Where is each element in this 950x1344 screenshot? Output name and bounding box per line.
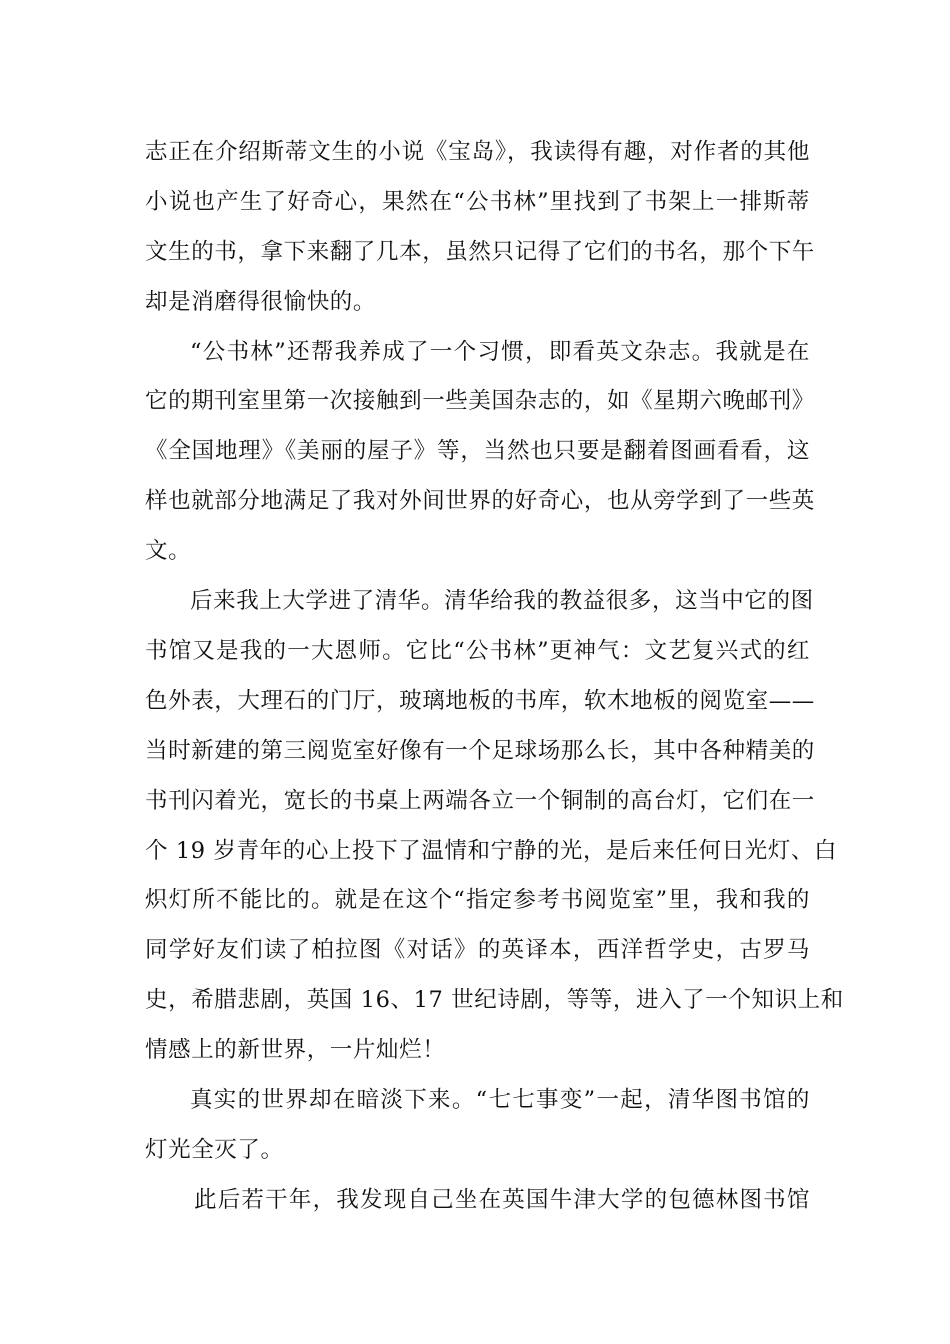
text-line: 史，希腊悲剧，英国 16、17 世纪诗剧，等等，进入了一个知识上和 bbox=[145, 987, 844, 1013]
paragraph-first-line: “公书林”还帮我养成了一个习惯，即看英文杂志。我就是在 bbox=[190, 339, 810, 365]
text-line: 个 19 岁青年的心上投下了温情和宁静的光，是后来任何日光灯、白 bbox=[145, 838, 838, 864]
text-line: 文生的书，拿下来翻了几本，虽然只记得了它们的书名，那个下午 bbox=[145, 239, 815, 265]
text-line: 它的期刊室里第一次接触到一些美国杂志的，如《星期六晚邮刊》 bbox=[145, 388, 815, 414]
text-line: 志正在介绍斯蒂文生的小说《宝岛》，我读得有趣，对作者的其他 bbox=[145, 139, 810, 165]
text-line: 书馆又是我的一大恩师。它比“公书林”更神气：文艺复兴式的红 bbox=[145, 638, 810, 664]
text-line: 灯光全灭了。 bbox=[145, 1137, 284, 1163]
text-line: 色外表，大理石的门厅，玻璃地板的书库，软木地板的阅览室—— bbox=[145, 688, 815, 714]
text-line: 同学好友们读了柏拉图《对话》的英译本，西洋哲学史，古罗马 bbox=[145, 937, 810, 963]
text-line: 却是消磨得很愉快的。 bbox=[145, 289, 377, 315]
text-line: 书刊闪着光，宽长的书桌上两端各立一个铜制的高台灯，它们在一 bbox=[145, 788, 815, 814]
paragraph-first-line: 真实的世界却在暗淡下来。“七七事变”一起，清华图书馆的 bbox=[190, 1087, 810, 1113]
text-line: 《全国地理》《美丽的屋子》等，当然也只要是翻着图画看看，这 bbox=[145, 438, 810, 464]
text-line: 样也就部分地满足了我对外间世界的好奇心，也从旁学到了一些英 bbox=[145, 488, 815, 514]
text-line: 炽灯所不能比的。就是在这个“指定参考书阅览室”里，我和我的 bbox=[145, 887, 810, 913]
text-line: 当时新建的第三阅览室好像有一个足球场那么长，其中各种精美的 bbox=[145, 738, 815, 764]
text-line: 小说也产生了好奇心，果然在“公书林”里找到了书架上一排斯蒂 bbox=[145, 189, 810, 215]
paragraph-first-line: 后来我上大学进了清华。清华给我的教益很多，这当中它的图 bbox=[190, 588, 814, 614]
text-line: 文。 bbox=[145, 538, 192, 564]
paragraph-first-line: 此后若干年，我发现自己坐在英国牛津大学的包德林图书馆 bbox=[194, 1187, 810, 1213]
text-line: 情感上的新世界，一片灿烂！ bbox=[145, 1037, 446, 1063]
